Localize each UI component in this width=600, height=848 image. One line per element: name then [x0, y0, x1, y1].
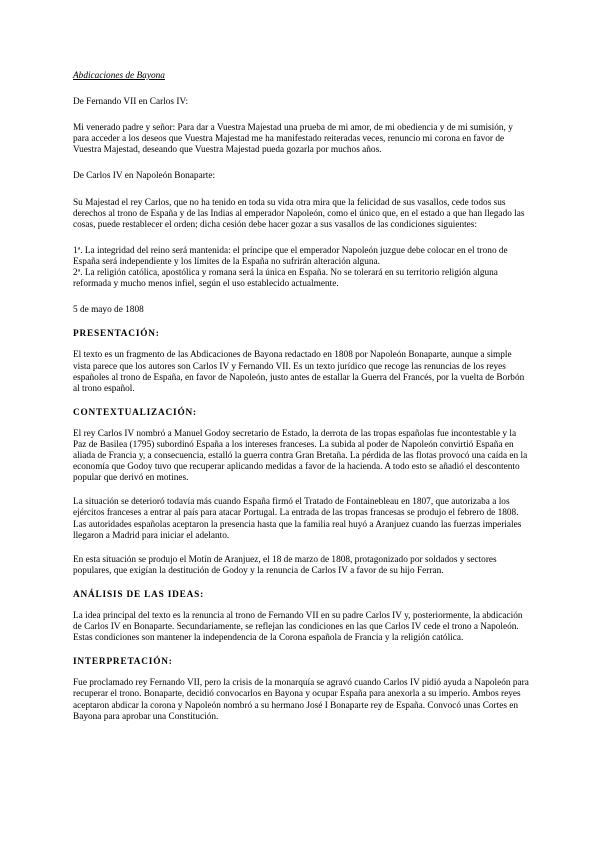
part1-heading: De Fernando VII en Carlos IV: — [73, 97, 189, 108]
contexto-heading: CONTEXTUALIZACIÓN: — [73, 407, 197, 418]
condition-2: 2ª. La religión católica, apostólica y romana será la única en España. No se tolerará en su territorio religión alguna reformada y mucho menos infiel, según el uso establecido actualmente. — [73, 268, 498, 290]
presentacion-heading: PRESENTACIÓN: — [73, 329, 160, 340]
interpretacion-text: Fue proclamado rey Fernando VII, pero la crisis de la monarquía se agravó cuando Carlos IV pidió ayuda a Napoleón para recuperar el trono. Bonaparte, decidió convocarlos en Bayona y ocupar España para anexorla a su imperio. Ambos reyes aceptaron abdicar la corona y Napoleón nombró a su hermano José I Bonaparte rey de España. Convocó unas Cortes en Bayona para aprobar una Constitución. — [73, 678, 529, 722]
document-date: 5 de mayo de 1808 — [73, 305, 144, 316]
contexto-paragraph-2: La situación se deterioró todavía más cuando España firmó el Tratado de Fontainebleau en 1807, que autorizaba a los ejércitos franceses a entrar al país para atacar Portugal. La entrada de las tropas francesas se produjo el febrero de 1808. Las autoridades españolas aceptaron la presencia hasta que la familia real huyó a Aranjuez cuando las fuerzas imperiales llegaron a Madrid para iniciar el adelanto. — [73, 497, 522, 541]
part2-text: Su Majestad el rey Carlos, que no ha tenido en toda su vida otra mira que la felicidad de sus vasallos, cede todos sus derechos al trono de España y de las Indias al emperador Napoleón, como el único que, en el estado a que han llegado las cosas, puede restablecer el orden; dicha cesión debe hacer gozar a sus vasallos de las condiciones siguientes: — [73, 197, 525, 230]
analisis-text: La idea principal del texto es la renuncia al trono de Fernando VII en su padre Carlos IV y, posteriormente, la abdicación de Carlos IV en Bonaparte. Secundariamente, se reflejan las condiciones en las que Carlos IV cede el trono a Napoleón. Estas condiciones son mantener la independencia de la Corona española de Francia y la religión católica. — [73, 611, 523, 644]
part2-heading: De Carlos IV en Napoleón Bonaparte: — [73, 171, 216, 182]
analisis-heading: ANÁLISIS DE LAS IDEAS: — [73, 589, 205, 600]
document-title: Abdicaciones de Bayona — [73, 71, 165, 81]
contexto-paragraph-3: En esta situación se produjo el Motín de Aranjuez, el 18 de marzo de 1808, protagonizado por soldados y sectores populares, que exigían la destitución de Godoy y la renuncia de Carlos IV a favor de su hijo Ferran. — [73, 554, 497, 576]
part1-text: Mi venerado padre y señor: Para dar a Vuestra Majestad una prueba de mi amor, de mi obediencia y de mi sumisión, y para acceder a los deseos que Vuestra Majestad me ha manifestado reiteradas veces, renuncio mi corona en favor de Vuestra Majestad, deseando que Vuestra Majestad pueda gozarla por muchos años. — [73, 123, 513, 156]
condition-1: 1ª. La integridad del reino será mantenida: el príncipe que el emperador Napoleón juzgue debe colocar en el trono de España será independiente y los límites de la España no sufrirán alteración alguna. — [73, 245, 508, 267]
interpretacion-heading: INTERPRETACIÓN: — [73, 657, 173, 668]
presentacion-text: El texto es un fragmento de las Abdicaciones de Bayona redactado en 1808 por Napoleón Bonaparte, aunque a simple vista parece que los autores son Carlos IV y Fernando VII. Es un texto jurídico que recoge las renuncias de los reyes españoles al trono de España, en favor de Napoleón, justo antes de estallar la Guerra del Francés, por la vuelta de Borbón al trono español. — [73, 350, 525, 394]
contexto-paragraph-1: El rey Carlos IV nombró a Manuel Godoy secretario de Estado, la derrota de las tropas españolas fue incontestable y la Paz de Basilea (1795) subordinó España a los intereses franceses. La subida al poder de Napoleón convirtió España en aliada de Francia y, a consecuencia, estalló la guerra contra Gran Bretaña. La pérdida de las flotas provocó una caída en la economía que Godoy tuvo que recuperar aplicando medidas a favor de la hacienda. A todo esto se añadió el descontento popular que derivó en motines. — [73, 428, 528, 484]
